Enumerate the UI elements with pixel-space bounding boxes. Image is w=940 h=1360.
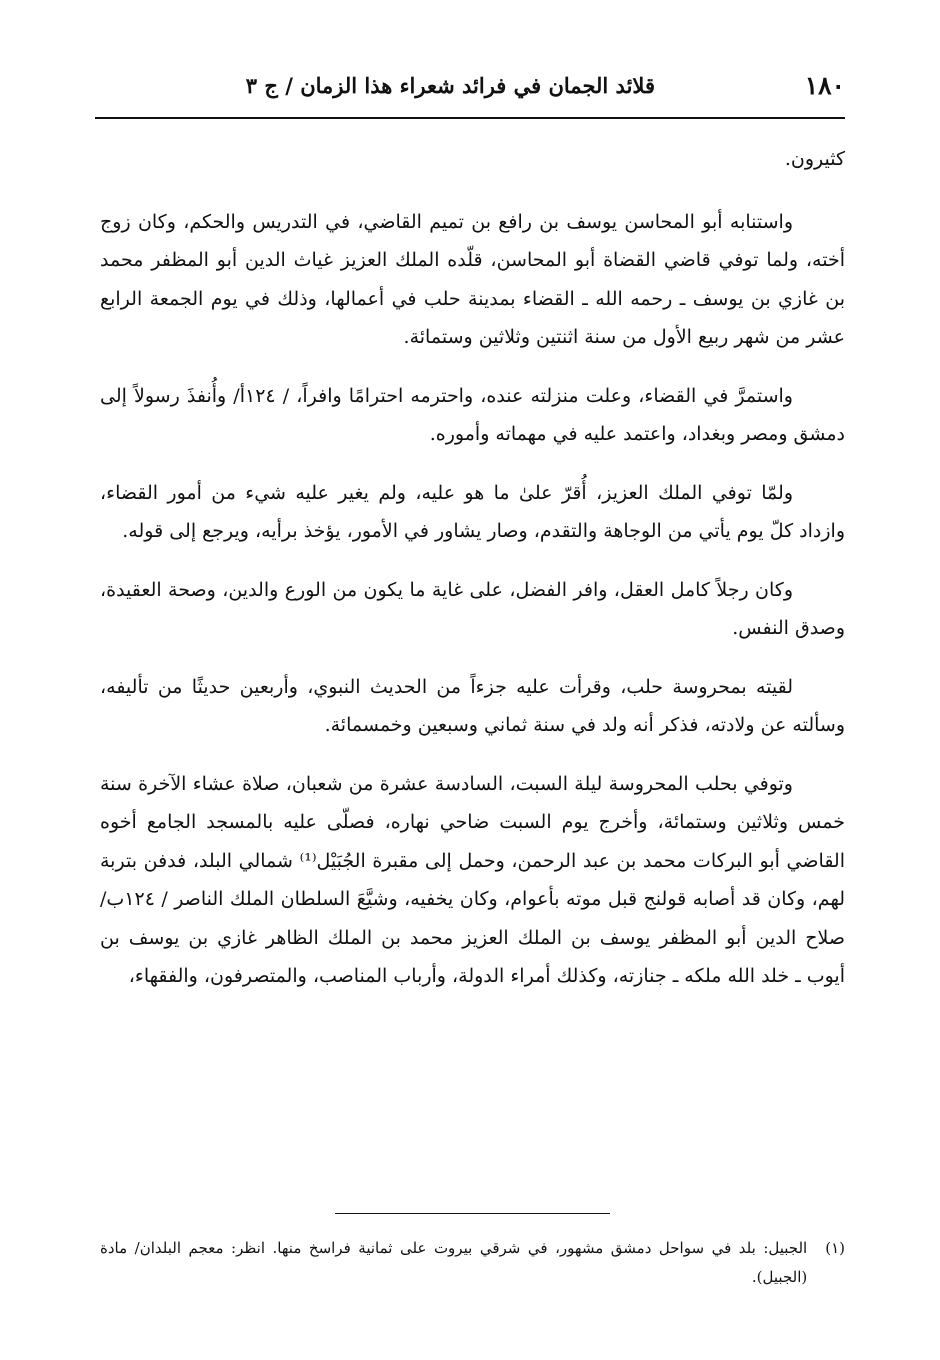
paragraph: وكان رجلاً كامل العقل، وافر الفضل، على غاية ما يكون من الورع والدين، وصحة العقيدة، وصدق النفس. [100,578,845,639]
paragraph: واستمرَّ في القضاء، وعلت منزلته عنده، واحترمه احترامًا وافراً، / ١٢٤أ/ وأُنفذَ رسولاً إلى دمشق ومصر وبغداد، واعتمد عليه في مهماته وأموره. [100,384,845,445]
book-title: قلائد الجمان في فرائد شعراء هذا الزمان / ج ٣ [245,73,655,98]
running-header [95,66,845,106]
paragraph: ولمّا توفي الملك العزيز، أُقرّ علىٰ ما هو عليه، ولم يغير عليه شيء من أمور القضاء، وازداد كلّ يوم يأتي من الوجاهة والتقدم، وصار يشاور في الأمور، يؤخذ برأيه، ويرجع إلى قوله. [100,481,845,542]
paragraph: لقيته بمحروسة حلب، وقرأت عليه جزءاً من الحديث النبوي، وأربعين حديثًا من تأليفه، وسألته عن ولادته، فذكر أنه ولد في سنة ثماني وسبعين وخمسمائة. [100,675,845,736]
paragraph-continuation: كثيرون. [784,148,845,170]
footnote-text: الجبيل: بلد في سواحل دمشق مشهور، في شرقي بيروت على ثمانية فراسخ منها. انظر: معجم البلدان/ مادة (الجبيل). [100,1239,808,1286]
footnote [100,1234,845,1292]
paragraph: واستنابه أبو المحاسن يوسف بن رافع بن تميم القاضي، في التدريس والحكم، وكان زوج أخته، ولما توفي قاضي القضاة أبو المحاسن، قلّده الملك العزيز غياث الدين أبو المظفر محمد بن غازي بن يوسف ـ رحمه الله ـ القضاء بمدينة حلب في أعمالها، وذلك في يوم الجمعة الرابع عشر من شهر ربيع الأول من سنة اثنتين وثلاثين وستمائة. [100,210,845,348]
footnote-rule [335,1213,610,1214]
footnote-marker: (١) [825,1239,845,1257]
paragraph: وتوفي بحلب المحروسة ليلة السبت، السادسة عشرة من شعبان، صلاة عشاء الآخرة سنة خمس وثلاثين وستمائة، وأخرج يوم السبت ضاحي نهاره، فصلّى عليه بالمسجد الجامع أخوه القاضي أبو البركات محمد بن عبد الرحمن، وحمل إلى مقبرة الجُبَيْل⁽¹⁾ شمالي البلد، فدفن بتربة لهم، وكان قد أصابه قولنج قبل موته بأعوام، وكان يخفيه، وشيَّعَ السلطان الملك الناصر / ١٢٤ب/ صلاح الدين أبو المظفر يوسف بن الملك العزيز محمد بن الملك الظاهر غازي بن يوسف بن أيوب ـ خلد الله ملكه ـ جنازته، وكذلك أمراء الدولة، وأرباب المناصب، والمتصرفون، والفقهاء، [100,772,845,987]
page-number: ١٨٠ [804,71,845,100]
header-rule [95,117,845,119]
main-text [100,140,845,1016]
